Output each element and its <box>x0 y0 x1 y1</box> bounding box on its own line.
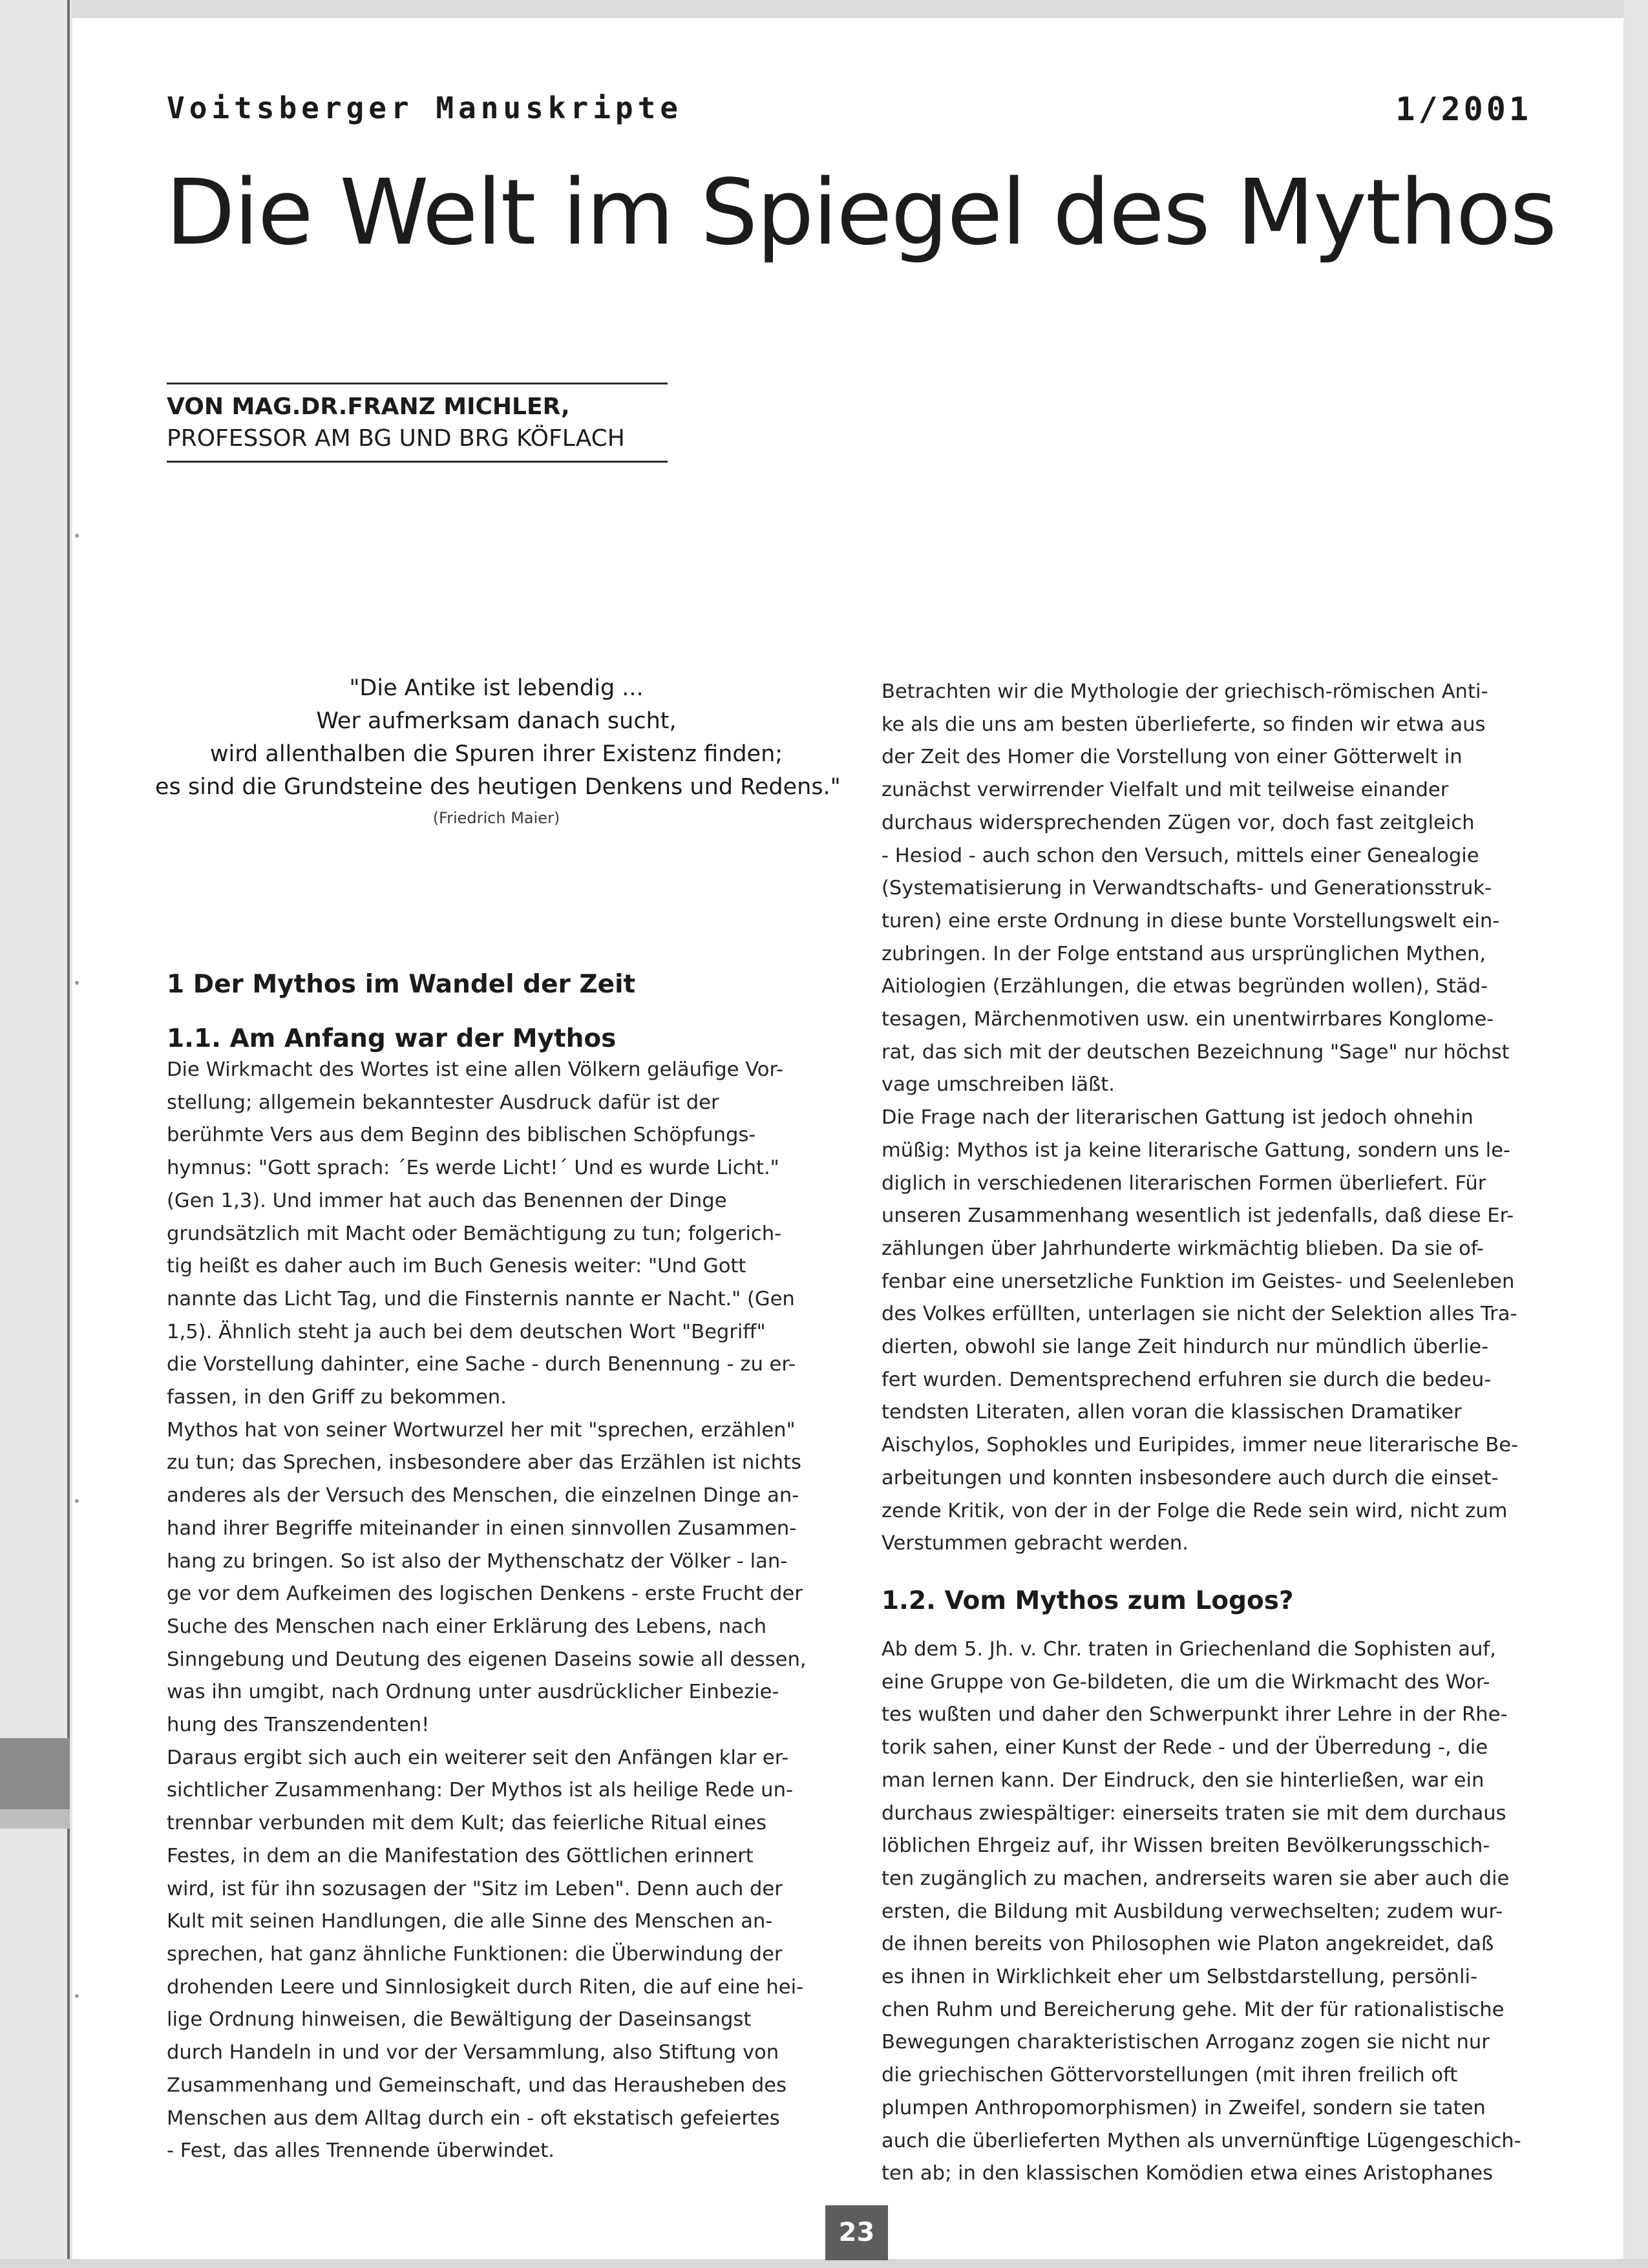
section-heading-1: 1 Der Mythos im Wandel der Zeit <box>167 970 636 999</box>
author-name: VON MAG.DR.FRANZ MICHLER, <box>167 394 570 420</box>
quote-source: (Friedrich Maier) <box>432 809 560 827</box>
text-line: hung des Transzendenten! <box>167 1714 430 1737</box>
text-line: Aitiologien (Erzählungen, die etwas begründen wollen), Städ- <box>882 975 1488 998</box>
text-line: Daraus ergibt sich auch ein weiterer seit den Anfängen klar er- <box>167 1746 789 1769</box>
scan-border-bottom <box>0 2259 1648 2268</box>
text-line: müßig: Mythos ist ja keine literarische Gattung, sondern uns le- <box>882 1139 1510 1162</box>
section-heading-1-1: 1.1. Am Anfang war der Mythos <box>167 1024 617 1053</box>
text-line: anderes als der Versuch des Menschen, die einzelnen Dinge an- <box>167 1484 799 1507</box>
issue-number: 1/2001 <box>1395 90 1532 128</box>
text-line: Betrachten wir die Mythologie der griechisch-römischen Anti- <box>882 680 1488 703</box>
text-line: Kult mit seinen Handlungen, die alle Sinne des Menschen an- <box>167 1910 773 1933</box>
text-line: tig heißt es daher auch im Buch Genesis weiter: "Und Gott <box>167 1255 746 1278</box>
text-line: drohenden Leere und Sinnlosigkeit durch Riten, die auf eine hei- <box>167 1975 804 1999</box>
text-line: Zusammenhang und Gemeinschaft, und das Herausheben des <box>167 2074 787 2097</box>
text-line: ten zugänglich zu machen, andrerseits waren sie aber auch die <box>882 1867 1510 1890</box>
quote-line: Wer aufmerksam danach sucht, <box>316 708 677 734</box>
text-line: durch Handeln in und vor der Versammlung, also Stiftung von <box>167 2041 779 2064</box>
text-line: ge vor dem Aufkeimen des logischen Denkens - erste Frucht der <box>167 1582 803 1606</box>
scan-border-right <box>1623 0 1648 2268</box>
scan-speck <box>75 1499 79 1503</box>
epigraph-quote <box>155 672 841 832</box>
publication-name: Voitsberger Manuskripte <box>167 90 682 125</box>
text-line: trennbar verbunden mit dem Kult; das feierliche Ritual eines <box>167 1812 766 1835</box>
text-line: sichtlicher Zusammenhang: Der Mythos ist als heilige Rede un- <box>167 1779 794 1802</box>
text-line: zu tun; das Sprechen, insbesondere aber das Erzählen ist nichts <box>167 1451 801 1475</box>
text-line: lige Ordnung hinweisen, die Bewältigung der Daseinsangst <box>167 2008 752 2032</box>
article-title: Die Welt im Spiegel des Mythos <box>165 160 1556 266</box>
text-line: fert wurden. Dementsprechend erfuhren sie durch die bedeu- <box>882 1368 1492 1391</box>
text-line: ersten, die Bildung mit Ausbildung verwechselten; zudem wur- <box>882 1900 1503 1923</box>
text-line: hymnus: "Gott sprach: ´Es werde Licht!´ Und es wurde Licht." <box>167 1157 779 1180</box>
text-line: - Fest, das alles Trennende überwindet. <box>167 2139 555 2163</box>
text-line: der Zeit des Homer die Vorstellung von einer Götterwelt in <box>882 746 1463 769</box>
scan-speck <box>75 534 79 538</box>
text-line: dierten, obwohl sie lange Zeit hindurch nur mündlich überlie- <box>882 1336 1489 1359</box>
text-line: löblichen Ehrgeiz auf, ihr Wissen breiten Bevölkerungsschich- <box>882 1834 1490 1858</box>
text-line: ke als die uns am besten überlieferte, so finden wir etwa aus <box>882 713 1486 736</box>
text-line: hang zu bringen. So ist also der Mythenschatz der Völker - lan- <box>167 1549 788 1573</box>
scan-spine-line <box>67 0 70 2268</box>
text-line: wird, ist für ihn sozusagen der "Sitz im Leben". Denn auch der <box>167 1877 783 1900</box>
text-line: Sinngebung und Deutung des eigenen Daseins sowie all dessen, <box>167 1648 807 1671</box>
text-line: torik sahen, einer Kunst der Rede - und der Überredung -, die <box>882 1736 1488 1759</box>
scan-border-left <box>0 0 72 2268</box>
text-line: rat, das sich mit der deutschen Bezeichnung "Sage" nur höchst <box>882 1040 1510 1064</box>
text-line: des Volkes erfüllten, unterlagen sie nicht der Selektion alles Tra- <box>882 1303 1517 1326</box>
text-line: berühmte Vers aus dem Beginn des biblischen Schöpfungs- <box>167 1124 756 1147</box>
quote-line: "Die Antike ist lebendig ... <box>349 675 644 701</box>
right-column-text-bottom <box>882 1633 1544 2190</box>
quote-line: wird allenthalben die Spuren ihrer Existenz finden; <box>209 741 783 767</box>
text-line: man lernen kann. Der Eindruck, den sie hinterließen, war ein <box>882 1769 1484 1792</box>
text-line: Mythos hat von seiner Wortwurzel her mit "sprechen, erzählen" <box>167 1418 796 1442</box>
binding-tab-shadow <box>0 1809 70 1829</box>
text-line: (Systematisierung in Verwandtschafts- und Generationsstruk- <box>882 877 1492 900</box>
text-line: diglich in verschiedenen literarischen Formen überliefert. Für <box>882 1171 1486 1195</box>
text-line: eine Gruppe von Ge-bildeten, die um die Wirkmacht des Wor- <box>882 1670 1490 1694</box>
text-line: ten ab; in den klassischen Komödien etwa eines Aristophanes <box>882 2162 1494 2185</box>
text-line: Festes, in dem an die Manifestation des Göttlichen erinnert <box>167 1844 754 1867</box>
text-line: Die Frage nach der literarischen Gattung ist jedoch ohnehin <box>882 1106 1474 1129</box>
scan-speck <box>75 981 79 985</box>
right-column-text-top <box>882 676 1544 1560</box>
text-line: unseren Zusammenhang wesentlich ist jedenfalls, daß diese Er- <box>882 1204 1514 1228</box>
text-line: Verstummen gebracht werden. <box>882 1532 1188 1555</box>
page-number: 23 <box>825 2205 888 2260</box>
text-line: tesagen, Märchenmotiven usw. ein unentwirrbares Konglome- <box>882 1008 1494 1031</box>
text-line: die Vorstellung dahinter, eine Sache - durch Benennung - zu er- <box>167 1353 796 1376</box>
text-line: zende Kritik, von der in der Folge die Rede sein wird, nicht zum <box>882 1499 1508 1522</box>
text-line: 1,5). Ähnlich steht ja auch bei dem deutschen Wort "Begriff" <box>167 1320 766 1343</box>
text-line: chen Ruhm und Bereicherung gehe. Mit der für rationalistische <box>882 1998 1505 2021</box>
text-line: hand ihrer Begriffe miteinander in einen sinnvollen Zusammen- <box>167 1517 797 1540</box>
text-line: Ab dem 5. Jh. v. Chr. traten in Griechenland die Sophisten auf, <box>882 1638 1496 1661</box>
text-line: zählungen über Jahrhunderte wirkmächtig blieben. Da sie of- <box>882 1237 1484 1260</box>
quote-line: es sind die Grundsteine des heutigen Denkens und Redens." <box>155 774 841 800</box>
text-line: Die Wirkmacht des Wortes ist eine allen Völkern geläufige Vor- <box>167 1058 784 1081</box>
text-line: sprechen, hat ganz ähnliche Funktionen: die Überwindung der <box>167 1942 783 1966</box>
binding-tab <box>0 1738 70 1809</box>
text-line: tendsten Literaten, allen voran die klassischen Dramatiker <box>882 1401 1462 1424</box>
text-line: fassen, in den Griff zu bekommen. <box>167 1386 507 1409</box>
text-line: fenbar eine unersetzliche Funktion im Geistes- und Seelenleben <box>882 1270 1515 1293</box>
text-line: stellung; allgemein bekanntester Ausdruck dafür ist der <box>167 1091 719 1114</box>
left-column-text <box>167 1054 826 2168</box>
text-line: durchaus widersprechenden Zügen vor, doch fast zeitgleich <box>882 811 1475 834</box>
scan-border-top <box>0 0 1648 18</box>
text-line: es ihnen in Wirklichkeit eher um Selbstdarstellung, persönli- <box>882 1966 1477 1989</box>
text-line: turen) eine erste Ordnung in diese bunte Vorstellungswelt ein- <box>882 909 1500 932</box>
text-line: auch die überlieferten Mythen als unvernünftige Lügengeschich- <box>882 2129 1521 2152</box>
text-line: de ihnen bereits von Philosophen wie Platon angekreidet, daß <box>882 1933 1494 1956</box>
author-block <box>167 383 668 463</box>
scan-speck <box>75 1994 79 1998</box>
section-heading-1-2: 1.2. Vom Mythos zum Logos? <box>882 1586 1294 1615</box>
text-line: was ihn umgibt, nach Ordnung unter ausdrücklicher Einbezie- <box>167 1681 779 1704</box>
text-line: grundsätzlich mit Macht oder Bemächtigung zu tun; folgerich- <box>167 1222 782 1245</box>
text-line: tes wußten und daher den Schwerpunkt ihrer Lehre in der Rhe- <box>882 1703 1508 1727</box>
text-line: Bewegungen charakteristischen Arroganz zogen sie nicht nur <box>882 2031 1490 2054</box>
text-line: zubringen. In der Folge entstand aus ursprünglichen Mythen, <box>882 942 1486 965</box>
text-line: Menschen aus dem Alltag durch ein - oft ekstatisch gefeiertes <box>167 2106 780 2130</box>
text-line: plumpen Anthropomorphismen) in Zweifel, sondern sie taten <box>882 2096 1486 2119</box>
text-line: - Hesiod - auch schon den Versuch, mittels einer Genealogie <box>882 844 1479 867</box>
text-line: (Gen 1,3). Und immer hat auch das Benennen der Dinge <box>167 1189 727 1212</box>
text-line: nannte das Licht Tag, und die Finsternis nannte er Nacht." (Gen <box>167 1287 795 1310</box>
text-line: zunächst verwirrender Vielfalt und mit teilweise einander <box>882 779 1449 802</box>
author-position: PROFESSOR AM BG UND BRG KÖFLACH <box>167 425 625 452</box>
text-line: arbeitungen und konnten insbesondere auch durch die einset- <box>882 1466 1499 1489</box>
text-line: Aischylos, Sophokles und Euripides, immer neue literarische Be- <box>882 1434 1519 1457</box>
text-line: die griechischen Göttervorstellungen (mit ihren freilich oft <box>882 2064 1458 2087</box>
text-line: Suche des Menschen nach einer Erklärung des Lebens, nach <box>167 1615 767 1638</box>
text-line: durchaus zwiespältiger: einerseits traten sie mit dem durchaus <box>882 1801 1506 1825</box>
text-line: vage umschreiben läßt. <box>882 1073 1115 1097</box>
